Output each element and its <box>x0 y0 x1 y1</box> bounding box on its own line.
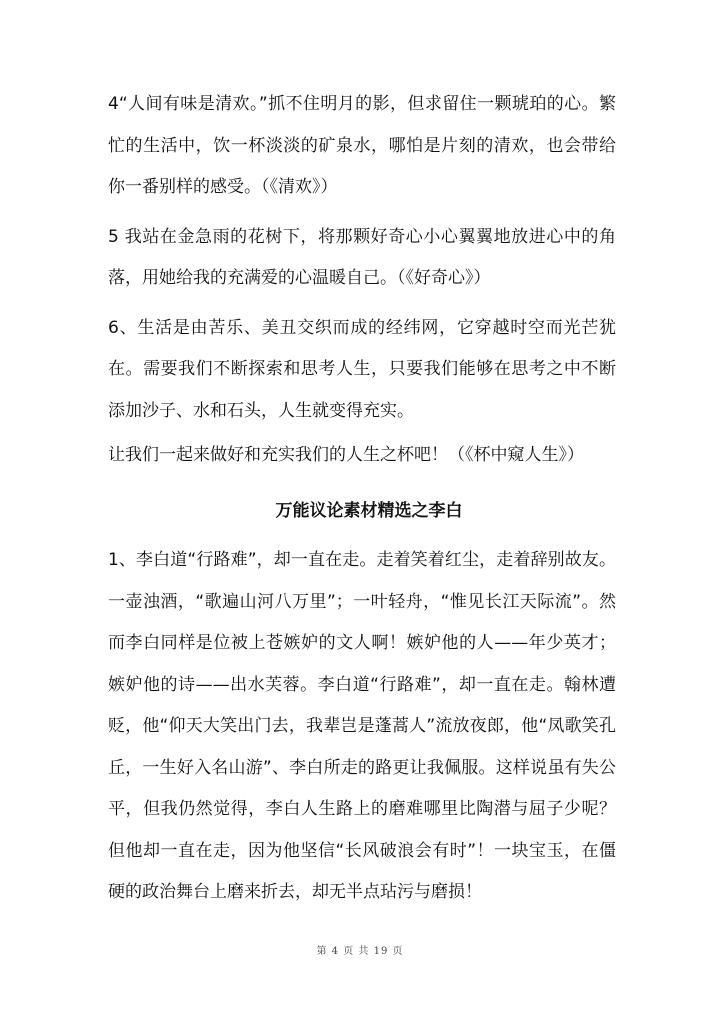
document-body <box>108 84 616 914</box>
section-heading: 万能议论素材精选之李白 <box>275 500 463 521</box>
paragraph-6-conclusion: 让我们一起来做好和充实我们的人生之杯吧！（《杯中窥人生》） <box>108 445 584 465</box>
paragraph-5: 5 我站在金急雨的花树下，将那颗好奇心小心翼翼地放进心中的角落，用她给我的充满爱的心温暖自己。（《好奇心》） <box>108 226 616 288</box>
li-bai-paragraph-1: 1、李白道“行路难”，却一直在走。走着笑着红尘，走着辞别故友。一壶浊酒，“歌遍山河八万里”；一叶轻舟，“惟见长江天际流”。然而李白同样是位被上苍嫉妒的文人啊！嫉妒他的人——年少英才；嫉妒他的诗——出水芙蓉。李白道“行路难”，却一直在走。翰林遭贬，他“仰天大笑出门去，我辈岂是蓬蒿人”流放夜郎，他“凤歌笑孔丘，一生好入名山游”、李白所走的路更让我佩服。这样说虽有失公平，但我仍然觉得，李白人生路上的磨难哪里比陶潜与屈子少呢？但他却一直在走，因为他坚信“长风破浪会有时”！一块宝玉，在僵硬的政治舞台上磨来折去，却无半点玷污与磨损！ <box>108 550 616 902</box>
page-footer: 第 4 页 共 19 页 <box>316 946 404 957</box>
paragraph-6: 6、生活是由苦乐、美丑交织而成的经纬网，它穿越时空而光芒犹在。需要我们不断探索和思考人生，只要我们能够在思考之中不断添加沙子、水和石头，人生就变得充实。 <box>108 317 616 421</box>
paragraph-4: 4“人间有味是清欢。”抓不住明月的影，但求留住一颗琥珀的心。繁忙的生活中，饮一杯淡淡的矿泉水，哪怕是片刻的清欢，也会带给你一番别样的感受。（《清欢》） <box>108 94 616 197</box>
